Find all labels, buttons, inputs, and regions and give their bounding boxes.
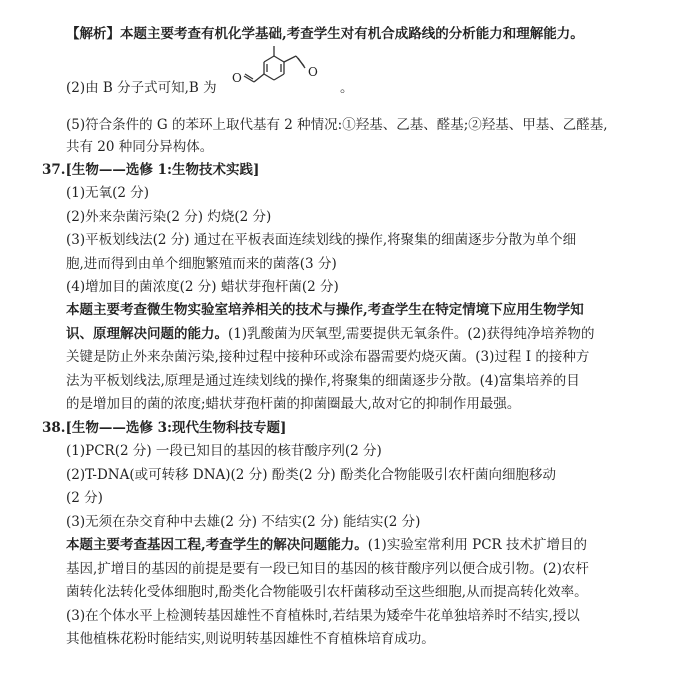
q37-answer-1: (1)无氧(2 分)	[66, 185, 150, 201]
q37-answer-4: (4)增加目的菌浓度(2 分) 蜡状芽孢杆菌(2 分)	[66, 279, 339, 295]
q38-explain-line2: 基因,扩增目的基因的前提是要有一段已知目的基因的核苷酸序列以便合成引物。(2)农杆	[66, 561, 589, 577]
q37-answer-3-line2: 胞,进而得到由单个细胞繁殖而来的菌落(3 分)	[66, 256, 337, 272]
item2-suffix: 。	[340, 80, 354, 96]
q37-explain-rest: (1)乳酸菌为厌氧型,需要提供无氧条件。(2)获得纯净培养物的	[228, 326, 595, 342]
q38-answer-3: (3)无须在杂交育种中去雄(2 分) 不结实(2 分) 能结实(2 分)	[66, 514, 421, 530]
q37-explain-bold: 本题主要考查微生物实验室培养相关的技术与操作,考查学生在特定情境下应用生物学知	[66, 302, 584, 318]
q37-explain-bold2: 识、原理解决问题的能力。	[66, 326, 228, 342]
q37-answer-2: (2)外来杂菌污染(2 分) 灼烧(2 分)	[66, 209, 272, 225]
item5-line1: (5)符合条件的 G 的苯环上取代基有 2 种情况:①羟基、乙基、醛基;②羟基、甲基、乙醛基,	[66, 117, 608, 133]
mol-atom-left: O	[232, 71, 242, 85]
q37-explain-line5: 的是增加目的菌的浓度;蜡状芽孢杆菌的抑菌圈最大,故对它的抑制作用最强。	[66, 396, 521, 412]
q38-answer-2-line2: (2 分)	[66, 490, 103, 506]
analysis-header-text: 本题主要考查有机化学基础,考查学生对有机合成路线的分析能力和理解能力。	[120, 26, 584, 42]
q37-answer-3-line1: (3)平板划线法(2 分) 通过在平板表面连续划线的操作,将聚集的细菌逐步分散为单个细	[66, 232, 577, 248]
q37-explain-line3: 关键是防止外来杂菌污染,接种过程中接种环或涂布器需要灼烧灭菌。(3)过程 Ⅰ 的接种方	[66, 349, 590, 365]
q37-explain-line4: 法为平板划线法,原理是通过连续划线的操作,将聚集的细菌逐步分散。(4)富集培养的目	[66, 373, 580, 389]
q38-answer-1: (1)PCR(2 分) 一段已知目的基因的核苷酸序列(2 分)	[66, 443, 382, 459]
q38-explain-line5: 其他植株花粉时能结实,则说明转基因雄性不育植株培育成功。	[66, 631, 435, 647]
analysis-header	[66, 24, 584, 44]
q38-explain-line3: 菌转化法转化受体细胞时,酚类化合物能吸引农杆菌移动至这些细胞,从而提高转化效率。	[66, 584, 588, 600]
q38-explain-bold: 本题主要考查基因工程,考查学生的解决问题能力。	[66, 537, 368, 553]
item2-text: (2)由 B 分子式可知,B 为	[66, 80, 217, 96]
q37-heading: 37.[生物——选修 1:生物技术实践]	[42, 162, 260, 178]
q38-explain-rest: (1)实验室常利用 PCR 技术扩增目的	[367, 537, 587, 553]
mol-atom-right: O	[308, 65, 318, 79]
item5-line2: 共有 20 种同分异构体。	[66, 139, 214, 155]
q38-answer-2-line1: (2)T-DNA(或可转移 DNA)(2 分) 酚类(2 分) 酚类化合物能吸引农杆菌向细胞移动	[66, 467, 556, 483]
q38-heading: 38.[生物——选修 3:现代生物科技专题]	[42, 420, 287, 436]
q38-explain-line4: (3)在个体水平上检测转基因雄性不育植株时,若结果为矮牵牛花单独培养时不结实,授以	[66, 608, 580, 624]
q37-explain-line2	[66, 324, 595, 344]
q38-explain-line1	[66, 535, 587, 555]
molecule-structure-b	[228, 44, 338, 104]
analysis-tag: 【解析】	[66, 26, 120, 42]
